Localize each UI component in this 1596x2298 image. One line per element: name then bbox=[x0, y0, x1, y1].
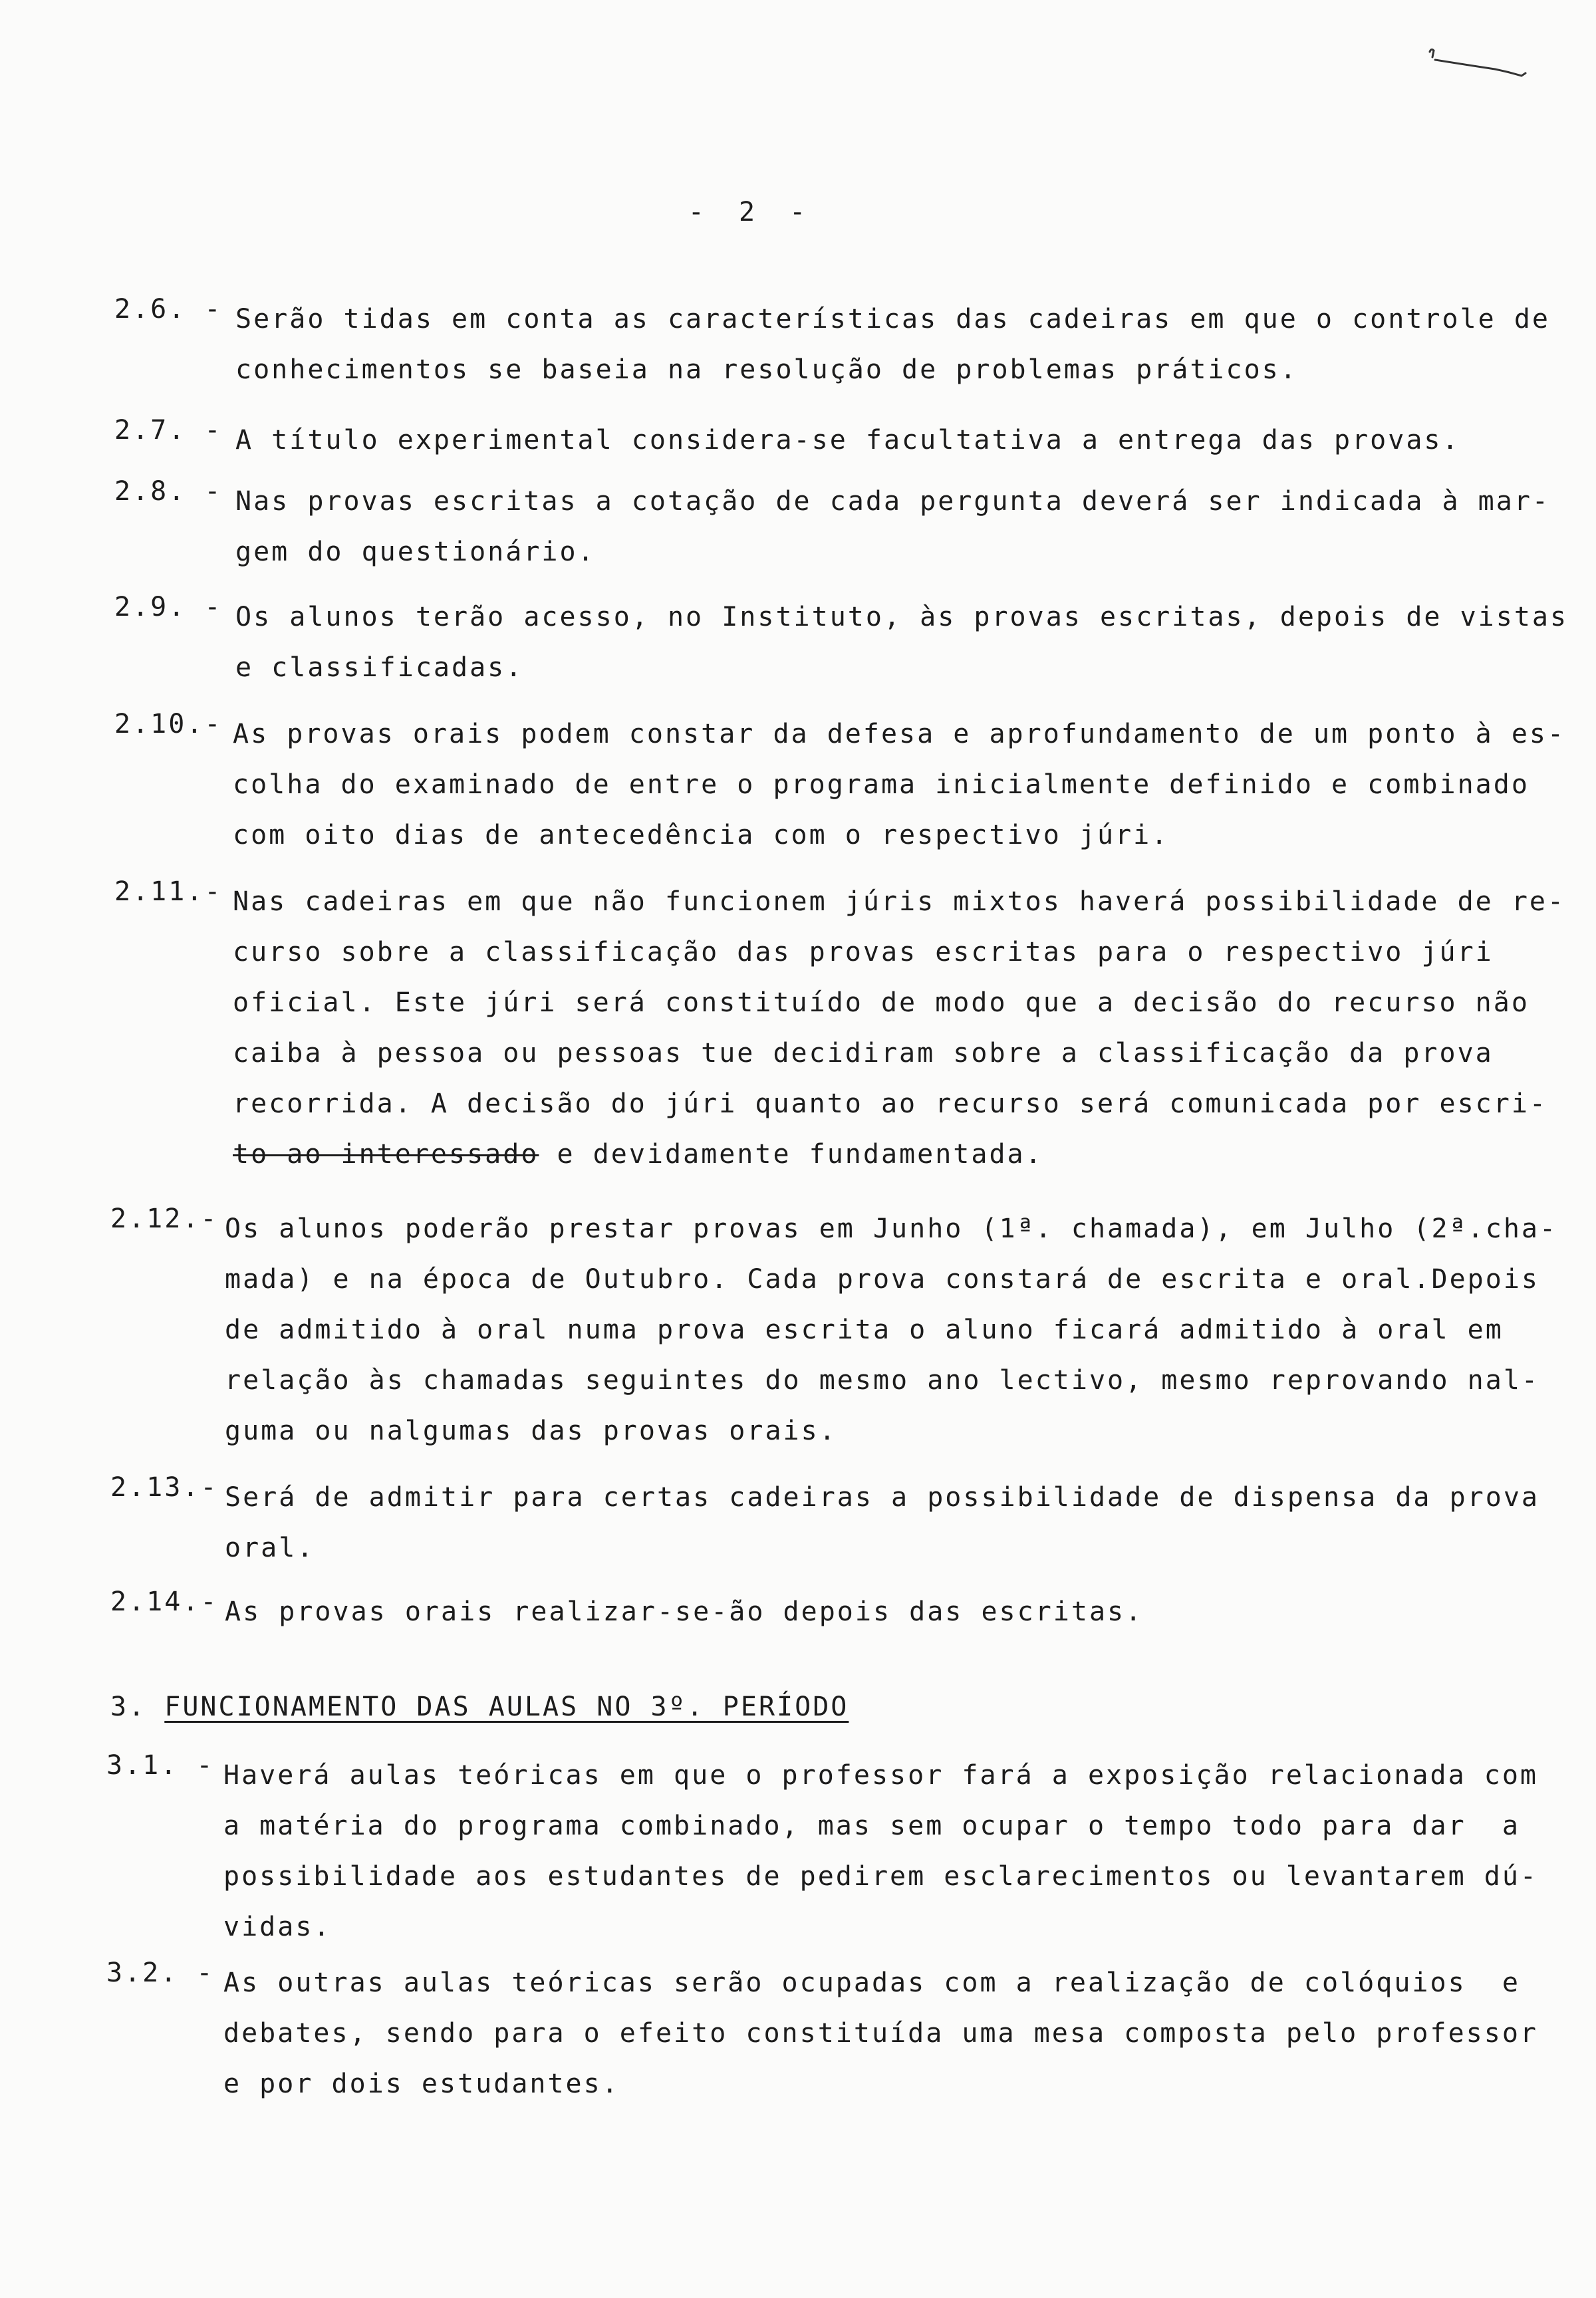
item-number: 2.11.- bbox=[114, 876, 223, 907]
item-text-line: guma ou nalgumas das provas orais. bbox=[225, 1416, 837, 1446]
page-number: - 2 - bbox=[688, 197, 815, 227]
item-text-line: Nas provas escritas a cotação de cada pergunta deverá ser indicada à mar- bbox=[235, 486, 1550, 517]
item-text-line: debates, sendo para o efeito constituída uma mesa composta pelo professor bbox=[223, 2018, 1538, 2049]
item-text-line: As outras aulas teóricas serão ocupadas com a realização de colóquios e bbox=[223, 1968, 1520, 1998]
struck-text: to ao interessado bbox=[233, 1139, 539, 1170]
section-heading bbox=[110, 1692, 849, 1722]
item-text-line: Os alunos poderão prestar provas em Junho (1ª. chamada), em Julho (2ª.cha- bbox=[225, 1213, 1558, 1244]
item-text-line: Haverá aulas teóricas em que o professor fará a exposição relacionada com bbox=[223, 1760, 1538, 1791]
item-number: 2.13.- bbox=[110, 1472, 219, 1503]
item-number: 2.14.- bbox=[110, 1587, 219, 1617]
item-number: 2.10.- bbox=[114, 709, 223, 739]
item-text-line: e classificadas. bbox=[235, 652, 524, 683]
pen-mark-icon bbox=[1428, 47, 1528, 86]
section-number: 3. bbox=[110, 1692, 147, 1722]
item-text-rest: e devidamente fundamentada. bbox=[539, 1139, 1043, 1170]
item-text-line: Serão tidas em conta as características das cadeiras em que o controle de bbox=[235, 304, 1550, 334]
item-text-line: As provas orais realizar-se-ão depois das escritas. bbox=[225, 1596, 1144, 1627]
item-text-line: relação às chamadas seguintes do mesmo ano lectivo, mesmo reprovando nal- bbox=[225, 1365, 1539, 1396]
item-text-line: mada) e na época de Outubro. Cada prova constará de escrita e oral.Depois bbox=[225, 1264, 1539, 1295]
item-text-line: As provas orais podem constar da defesa e aprofundamento de um ponto à es- bbox=[233, 719, 1566, 749]
item-text-line: A título experimental considera-se facultativa a entrega das provas. bbox=[235, 425, 1460, 455]
item-text-line: colha do examinado de entre o programa inicialmente definido e combinado bbox=[233, 769, 1530, 800]
item-number: 2.7. - bbox=[114, 415, 223, 446]
item-text-line: com oito dias de antecedência com o respectivo júri. bbox=[233, 820, 1170, 850]
item-text-line: Nas cadeiras em que não funcionem júris mixtos haverá possibilidade de re- bbox=[233, 886, 1566, 917]
item-text-line: a matéria do programa combinado, mas sem ocupar o tempo todo para dar a bbox=[223, 1811, 1520, 1841]
item-number: 3.2. - bbox=[106, 1958, 215, 1988]
item-text-line: gem do questionário. bbox=[235, 537, 596, 567]
item-number: 3.1. - bbox=[106, 1750, 215, 1781]
item-text-line: caiba à pessoa ou pessoas tue decidiram sobre a classificação da prova bbox=[233, 1038, 1494, 1069]
item-text-line: Os alunos terão acesso, no Instituto, às provas escritas, depois de vistas bbox=[235, 602, 1569, 632]
item-text-line: e por dois estudantes. bbox=[223, 2069, 620, 2099]
item-number: 2.6. - bbox=[114, 294, 223, 324]
item-text-line: curso sobre a classificação das provas escritas para o respectivo júri bbox=[233, 937, 1494, 967]
item-text-line-struck bbox=[233, 1129, 1565, 1180]
item-text-line: conhecimentos se baseia na resolução de problemas práticos. bbox=[235, 354, 1298, 385]
item-text-line: possibilidade aos estudantes de pedirem esclarecimentos ou levantarem dú- bbox=[223, 1861, 1538, 1892]
item-number: 2.9. - bbox=[114, 592, 223, 622]
item-text-line: oral. bbox=[225, 1533, 315, 1563]
item-number: 2.12.- bbox=[110, 1204, 219, 1234]
item-text-line: vidas. bbox=[223, 1912, 332, 1942]
item-text-line: de admitido à oral numa prova escrita o aluno ficará admitido à oral em bbox=[225, 1315, 1504, 1345]
item-text-line: oficial. Este júri será constituído de modo que a decisão do recurso não bbox=[233, 987, 1530, 1018]
item-number: 2.8. - bbox=[114, 476, 223, 507]
item-text-line: Será de admitir para certas cadeiras a possibilidade de dispensa da prova bbox=[225, 1482, 1539, 1513]
item-text-line: recorrida. A decisão do júri quanto ao recurso será comunicada por escri- bbox=[233, 1088, 1547, 1119]
section-title: FUNCIONAMENTO DAS AULAS NO 3º. PERÍODO bbox=[164, 1692, 849, 1722]
